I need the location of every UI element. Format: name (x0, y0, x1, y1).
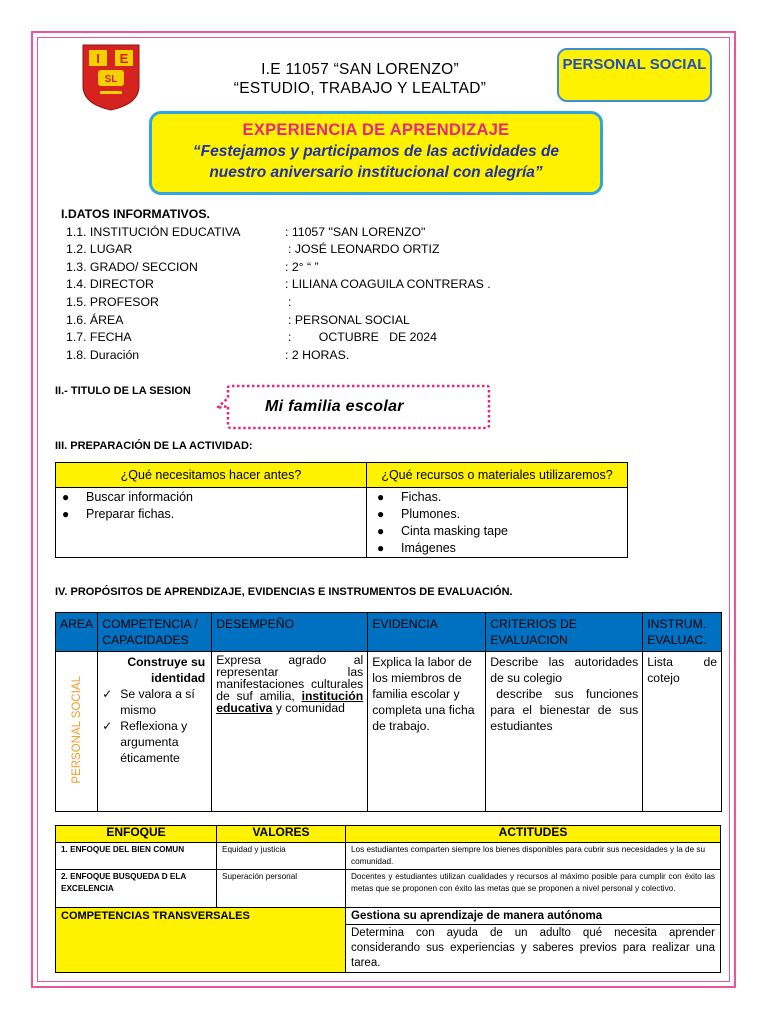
actitud-cell: Los estudiantes comparten siempre los bienes disponibles para cubrir sus necesidades y la de su comunidad. (346, 843, 721, 870)
transversal-description: Determina con ayuda de un adulto qué necesita aprender considerando sus experiencias y saberes previos para realizar una tarea. (346, 925, 721, 973)
header-area: AREA (56, 613, 98, 652)
experience-subtitle-2: nuestro aniversario institucional con alegría” (209, 164, 543, 181)
school-motto: “ESTUDIO, TRABAJO Y LEALTAD” (233, 80, 487, 97)
prep-col1-header: ¿Qué necesitamos hacer antes? (56, 463, 367, 488)
datos-value: : 2 HORAS. (285, 347, 350, 362)
datos-label: 1.6. ÁREA (66, 312, 124, 327)
desempeno-text: Expresa agrado al representar las manifestaciones culturales de suf amilia, (216, 653, 364, 703)
header-desempeno: DESEMPEÑO (212, 613, 368, 652)
logo-initials: SL (104, 74, 118, 85)
logo-letter-i: I (96, 51, 100, 66)
datos-value: : OCTUBRE DE 2024 (288, 330, 437, 345)
instrumento: Lista de cotejo (643, 652, 722, 812)
transversal-title: Gestiona su aprendizaje de manera autónoma (346, 908, 721, 925)
logo-letter-e: E (119, 51, 129, 66)
area-vertical-label: PERSONAL SOCIAL (70, 675, 83, 784)
area-badge: PERSONAL SOCIAL (557, 48, 712, 102)
school-name-line1: I.E 11057 “SAN LORENZO” (261, 61, 459, 78)
datos-value: : 2° “ ” (285, 259, 319, 274)
competencia: Construye su identidad (127, 655, 206, 685)
preparacion-table (55, 462, 628, 558)
school-logo (80, 42, 142, 112)
enfoque-cell: 1. ENFOQUE DEL BIEN COMUN (56, 843, 217, 870)
titulo-heading: II.- TITULO DE LA SESION (55, 385, 191, 397)
header-valores: VALORES (217, 826, 346, 843)
datos-label: 1.1. INSTITUCIÓN EDUCATIVA (66, 224, 241, 239)
list-item: ● Fichas. (371, 489, 627, 506)
enfoque-cell: 2. ENFOQUE BUSQUEDA D ELA EXCELENCIA (56, 870, 217, 908)
capacidad-item: ✓ Reflexiona y argumenta éticamente (102, 718, 207, 766)
datos-value: : (288, 294, 292, 309)
capacidad-item: ✓ Se valora a sí mismo (102, 686, 207, 718)
criterio-item: Describe las autoridades de su colegio (490, 655, 639, 685)
list-item: ● Buscar información (56, 489, 366, 506)
preparacion-heading: III. PREPARACIÓN DE LA ACTIVIDAD: (55, 440, 253, 452)
header-competencia: COMPETENCIA / CAPACIDADES (98, 613, 212, 652)
datos-label: 1.2. LUGAR (66, 242, 133, 257)
header-criterios: CRITERIOS DE EVALUACION (486, 613, 643, 652)
datos-label: 1.5. PROFESOR (66, 294, 159, 309)
datos-value: : JOSÉ LEONARDO ORTIZ (288, 242, 440, 257)
header-enfoque: ENFOQUE (56, 826, 217, 843)
datos-heading: I.DATOS INFORMATIVOS. (61, 207, 210, 221)
datos-label: 1.3. GRADO/ SECCION (66, 259, 198, 274)
datos-value: : 11057 "SAN LORENZO" (285, 224, 426, 239)
session-title: Mi familia escolar (265, 398, 404, 415)
datos-label: 1.4. DIRECTOR (66, 277, 154, 292)
enfoques-table (55, 825, 721, 973)
datos-label: 1.7. FECHA (66, 330, 132, 345)
propositos-table (55, 612, 722, 812)
experience-title: EXPERIENCIA DE APRENDIZAJE (242, 121, 510, 139)
datos-value: : LILIANA COAGUILA CONTRERAS . (285, 277, 491, 292)
desempeno-text-end: y comunidad (272, 701, 345, 715)
criterio-item: describe sus funciones para el bienestar de sus estudiantes (490, 687, 639, 733)
list-item: ● Plumones. (371, 506, 627, 523)
actitud-cell: Docentes y estudiantes utilizan cualidades y recursos al máximo posible para cumplir con éxito las metas que se proponen con éxito las metas que se proponen a nivel personal y colectivo. (346, 870, 721, 908)
list-item: ● Cinta masking tape (371, 523, 627, 540)
experience-box (149, 111, 603, 195)
valor-cell: Superación personal (217, 870, 346, 908)
datos-value: : PERSONAL SOCIAL (288, 312, 410, 327)
header-instrumento: INSTRUM. EVALUAC. (643, 613, 722, 652)
experience-subtitle-1: “Festejamos y participamos de las actividades de (192, 143, 560, 160)
desempeno-highlight: institución educativa (216, 689, 364, 715)
list-item: ● Preparar fichas. (56, 506, 366, 523)
transversal-label: COMPETENCIAS TRANSVERSALES (56, 908, 346, 973)
prep-col2-header: ¿Qué recursos o materiales utilizaremos? (367, 463, 628, 488)
header-actitudes: ACTITUDES (346, 826, 721, 843)
list-item: ● Imágenes (371, 540, 627, 557)
datos-label: 1.8. Duración (66, 347, 140, 362)
school-name (160, 60, 560, 98)
valor-cell: Equidad y justicia (217, 843, 346, 870)
propositos-heading: IV. PROPÓSITOS DE APRENDIZAJE, EVIDENCIAS E INSTRUMENTOS DE EVALUACIÓN. (55, 586, 513, 598)
evidencia: Explica la labor de los miembros de familia escolar y completa una ficha de trabajo. (368, 652, 486, 812)
header-evidencia: EVIDENCIA (368, 613, 486, 652)
